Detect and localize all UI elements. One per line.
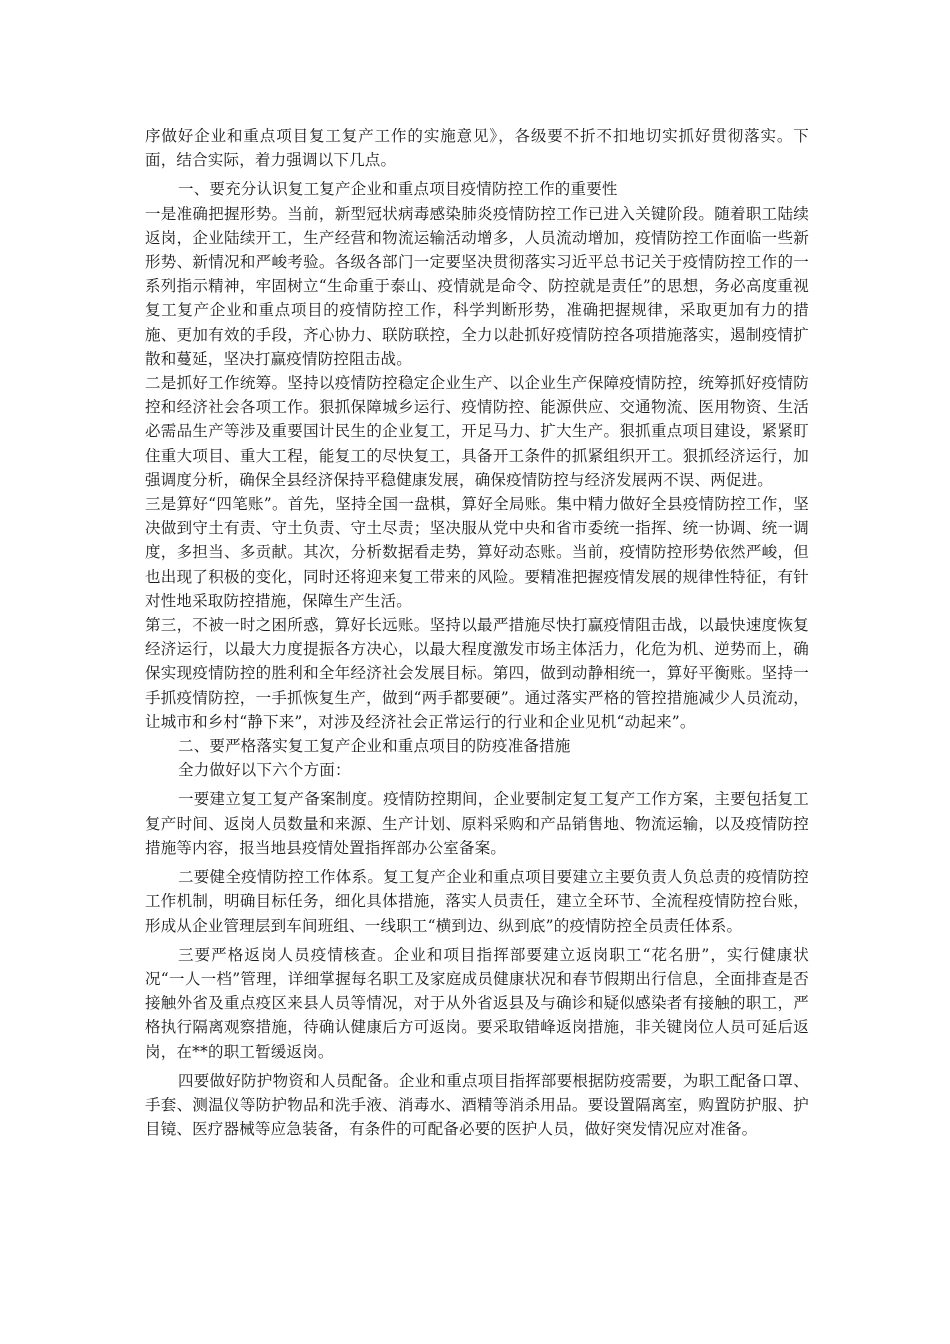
paragraph-registration: 一要建立复工复产备案制度。疫情防控期间，企业要制定复工复产工作方案，主要包括复工复产时间、返岗人员数量和来源、生产计划、原料采购和产品销售地、物流运输，以及疫情防控措施等内容，报当地县疫情处置指挥部办公室备案。 [145,790,809,857]
paragraph-coordination: 二是抓好工作统筹。坚持以疫情防控稳定企业生产、以企业生产保障疫情防控，统筹抓好疫情防控和经济社会各项工作。狠抓保障城乡运行、疫情防控、能源供应、交通物流、医用物资、生活必需品生产等涉及重要国计民生的企业复工，开足马力、扩大生产。狠抓重点项目建设，紧紧盯住重大项目、重大工程，能复工的尽快复工，具备开工条件的抓紧组织开工。狠抓经济运行，加强调度分析，确保全县经济保持平稳健康发展，确保疫情防控与经济发展两不误、两促进。 [145,374,809,489]
paragraph-intro: 序做好企业和重点项目复工复产工作的实施意见》，各级要不折不扣地切实抓好贯彻落实。下面，结合实际，着力强调以下几点。 [145,127,809,170]
paragraph-six-aspects: 全力做好以下六个方面： [178,761,351,780]
paragraph-control-system: 二要健全疫情防控工作体系。复工复产企业和重点项目要建立主要负责人负总责的疫情防控工作机制，明确目标任务，细化具体措施，落实人员责任，建立全环节、全流程疫情防控台账，形成从企业管理层到车间班组、一线职工“横到边、纵到底”的疫情防控全员责任体系。 [145,868,809,935]
paragraph-staff-check: 三要严格返岗人员疫情核查。企业和项目指挥部要建立返岗职工“花名册”，实行健康状况“一人一档”管理，详细掌握每名职工及家庭成员健康状况和春节假期出行信息，全面排查是否接触外省及重点疫区来县人员等情况，对于从外省返县及与确诊和疑似感染者有接触的职工，严格执行隔离观察措施，待确认健康后方可返岗。要采取错峰返岗措施，非关键岗位人员可延后返岗，在**的职工暂缓返岗。 [145,945,809,1061]
paragraph-four-accounts: 三是算好“四笔账”。首先，坚持全国一盘棋，算好全局账。集中精力做好全县疫情防控工作，坚决做到守土有责、守土负责、守土尽责；坚决服从党中央和省市委统一指挥、统一协调、统一调度，多担当、多贡献。其次，分析数据看走势，算好动态账。当前，疫情防控形势依然严峻，但也出现了积极的变化，同时还将迎来复工带来的风险。要精准把握疫情发展的规律性特征，有针对性地采取防控措施，保障生产生活。 [145,495,809,610]
section-heading-2: 二、要严格落实复工复产企业和重点项目的防疫准备措施 [178,737,571,756]
section-heading-1: 一、要充分认识复工复产企业和重点项目疫情防控工作的重要性 [178,180,618,199]
paragraph-long-term: 第三，不被一时之困所惑，算好长远账。坚持以最严措施尽快打赢疫情阻击战，以最快速度恢复经济运行，以最大力度提振各方决心，以最大程度激发市场主体活力，化危为机、逆势而上，确保实现疫情防控的胜利和全年经济社会发展目标。第四，做到动静相统一，算好平衡账。坚持一手抓疫情防控，一手抓恢复生产，做到“两手都要硬”。通过落实严格的管控措施减少人员流动，让城市和乡村“静下来”，对涉及经济社会正常运行的行业和企业见机“动起来”。 [145,616,809,731]
paragraph-situation: 一是准确把握形势。当前，新型冠状病毒感染肺炎疫情防控工作已进入关键阶段。随着职工陆续返岗，企业陆续开工，生产经营和物流运输活动增多，人员流动增加，疫情防控工作面临一些新形势、新情况和严峻考验。各级各部门一定要坚决贯彻落实习近平总书记关于疫情防控工作的一系列指示精神，牢固树立“生命重于泰山、疫情就是命令、防控就是责任”的思想，务必高度重视复工复产企业和重点项目的疫情防控工作，科学判断形势，准确把握规律，采取更加有力的措施、更加有效的手段，齐心协力、联防联控，全力以赴抓好疫情防控各项措施落实，遏制疫情扩散和蔓延，坚决打赢疫情防控阻击战。 [145,204,809,368]
paragraph-supplies: 四要做好防护物资和人员配备。企业和重点项目指挥部要根据防疫需要，为职工配备口罩、手套、测温仪等防护物品和洗手液、消毒水、酒精等消杀用品。要设置隔离室，购置防护服、护目镜、医疗器械等应急装备，有条件的可配备必要的医护人员，做好突发情况应对准备。 [145,1071,809,1139]
document-body [145,124,809,1141]
